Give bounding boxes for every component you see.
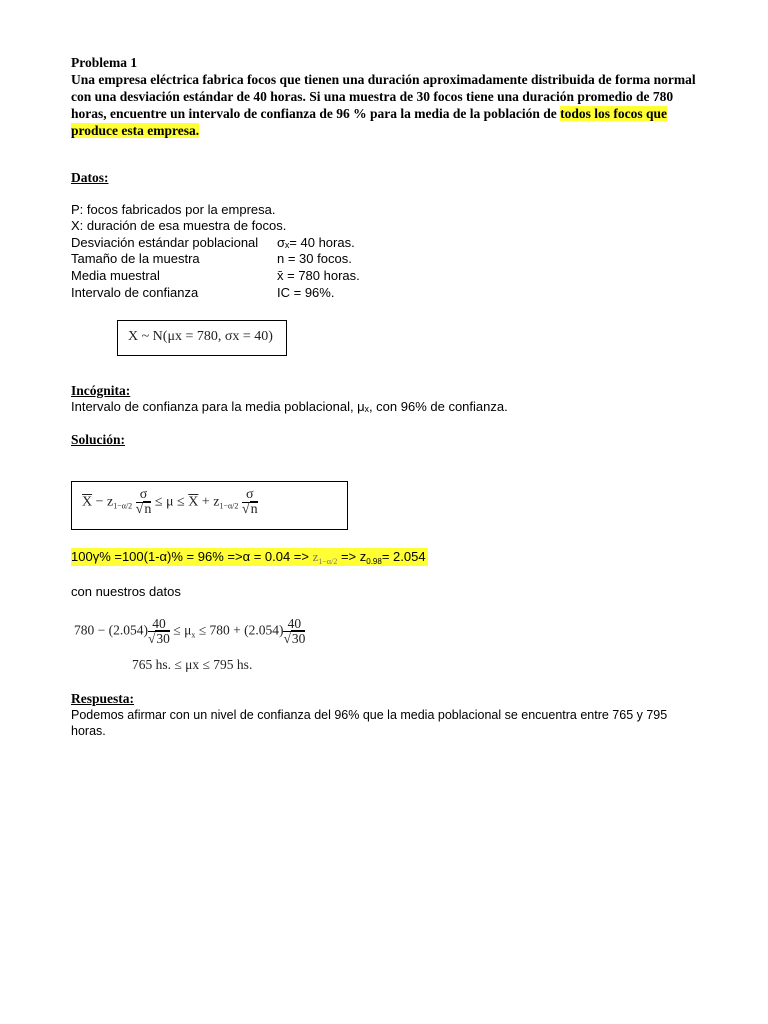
datos-row [71,285,334,301]
datos-label: Media muestral [71,268,160,283]
datos-value: n = 30 focos. [277,251,352,266]
alpha-highlight-line [71,548,428,566]
result-line: 765 hs. ≤ μx ≤ 795 hs. [132,657,253,672]
solucion-heading: Solución: [71,432,126,447]
datos-row [71,268,360,284]
respuesta-text: Podemos afirmar con un nivel de confianza del 96% que la media poblacional se encuentra entre 765 y 795 horas. [71,708,668,738]
interval-formula: $\overline{X} - z_{1-\alpha/2}$ $\frac{\sigma}{√n}$ ≤ $\mu \le \overline{X} + z_{1-\alpha/2}$ $\frac{\sigma}{√n}$ [82,487,258,517]
datos-p-line: P: focos fabricados por la empresa. [71,202,276,217]
distribution-formula: X ~ N(μx = 780, σx = 40) [128,329,273,344]
problem-title: Problema 1 [71,55,138,70]
datos-value: σₓ= 40 horas. [277,235,355,250]
datos-x-line: X: duración de esa muestra de focos. [71,218,287,233]
problem-statement [71,71,701,139]
z-value: = 2.054 [381,549,426,564]
z-text: => z [337,549,367,564]
incognita-heading: Incógnita: [71,383,131,398]
problem-text: Una empresa eléctrica fabrica focos que tienen una duración aproximadamente distribuida de forma normal con una desviación estándar de 40 horas. Si una muestra de 30 focos tiene una duración promedio de 780 horas, encuentre un intervalo de confianza de 96 % para la media de la población de [71,72,696,121]
z-subscript: 0.98 [366,557,382,566]
datos-value: x̄ = 780 horas. [277,268,360,283]
datos-label: Intervalo de confianza [71,285,199,300]
calculation-formula: 780 − (2.054) $\frac{40}{√30}$ ≤ $\mu_x \le 780 + (2.054)$ $\frac{40}{√30}$ [74,616,306,646]
z-symbol: $z_{1-\alpha/2}$ [312,549,338,566]
con-datos-text: con nuestros datos [71,584,181,599]
interval-formula-box [71,481,348,530]
alpha-text: 100γ% =100(1-α)% = 96% =>α = 0.04 => [71,549,313,564]
datos-value: IC = 96%. [277,285,335,300]
distribution-box [117,320,287,356]
incognita-text: Intervalo de confianza para la media poblacional, μₓ, con 96% de confianza. [71,399,508,414]
datos-heading: Datos: [71,170,109,185]
problem-highlight: todos los focos que produce esta empresa. [71,106,668,138]
datos-row [71,235,355,251]
datos-label: Desviación estándar poblacional [71,235,259,250]
respuesta-heading: Respuesta: [71,691,134,706]
datos-row [71,251,352,267]
datos-label: Tamaño de la muestra [71,251,200,266]
